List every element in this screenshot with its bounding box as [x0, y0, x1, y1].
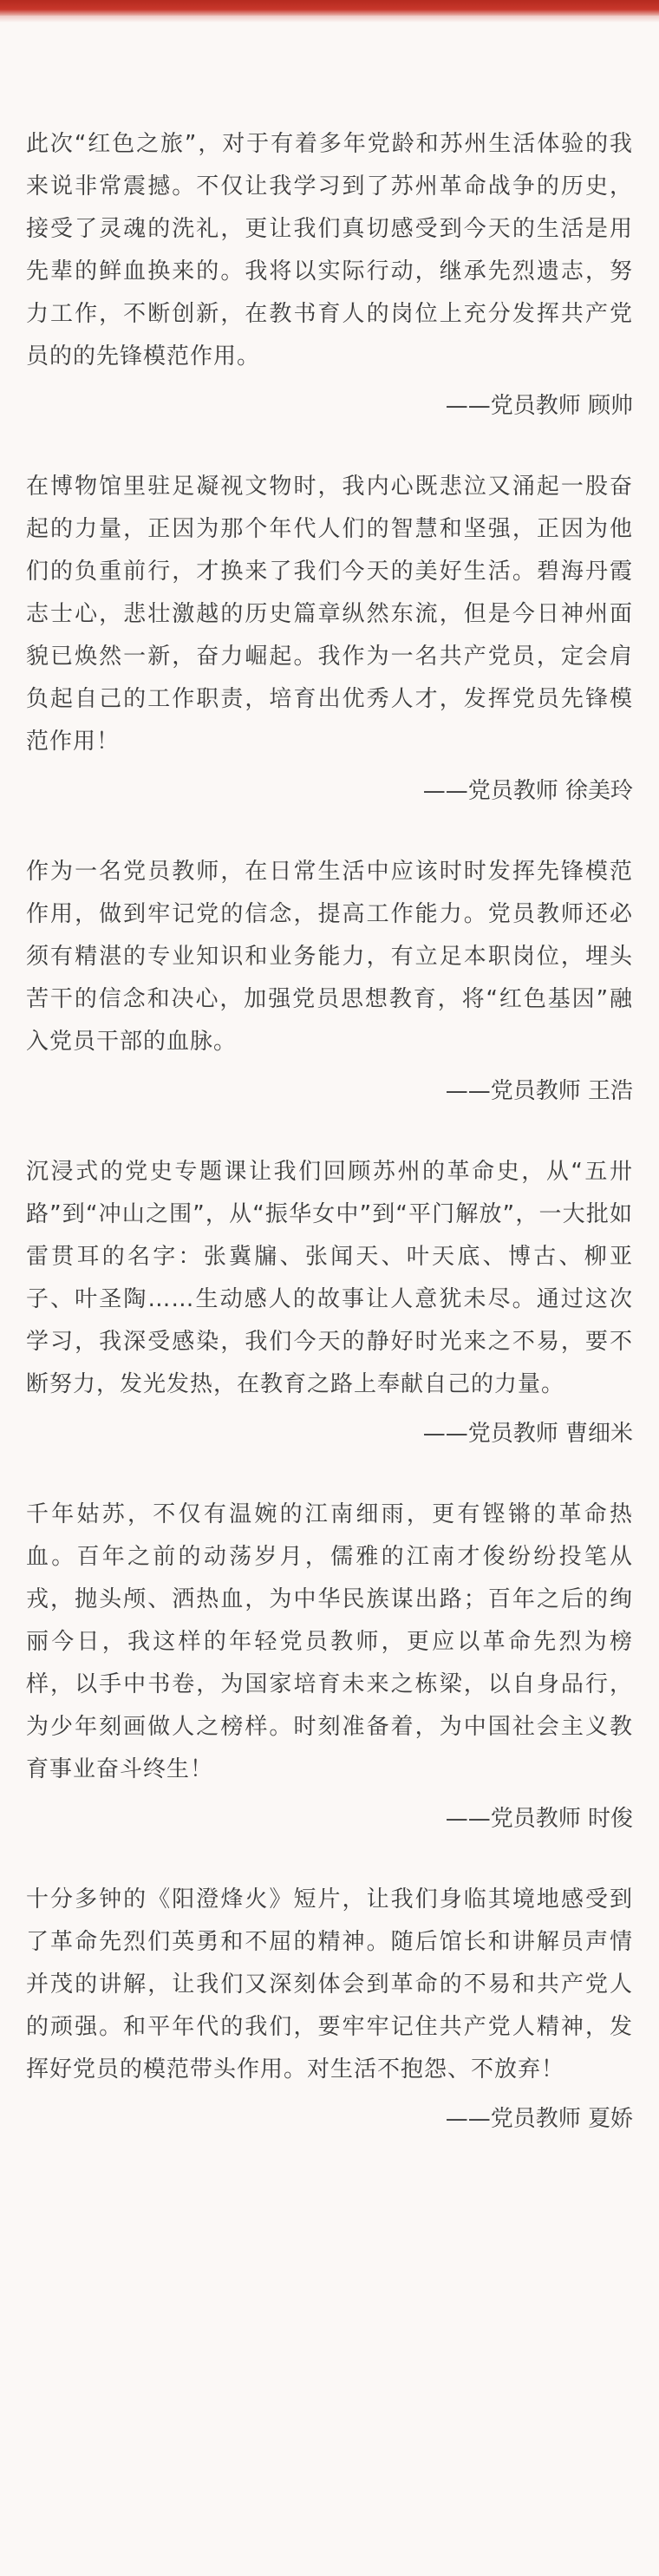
testimonial-text: 十分多钟的《阳澄烽火》短片，让我们身临其境地感受到了革命先烈们英勇和不屈的精神。随后馆长和讲解员声情并茂的讲解，让我们又深刻体会到革命的不易和共产党人的顽强。和平年代的我们，要牢牢记住共产党人精神，发挥好党员的模范带头作用。对生活不抱怨、不放弃！ — [26, 1886, 633, 2082]
testimonial-text: 此次“红色之旅”，对于有着多年党龄和苏州生活体验的我来说非常震撼。不仅让我学习到了苏州革命战争的历史，接受了灵魂的洗礼，更让我们真切感受到今天的生活是用先辈的鲜血换来的。我将以实际行动，继承先烈遗志，努力工作，不断创新，在教书育人的岗位上充分发挥共产党员的的先锋模范作用。 — [26, 131, 633, 369]
testimonial-signature: ——党员教师 时俊 — [445, 1806, 633, 1832]
testimonial-entry — [26, 466, 633, 808]
testimonial-entry — [26, 123, 633, 423]
testimonial-entry — [26, 1151, 633, 1451]
testimonial-entry — [26, 851, 633, 1108]
testimonial-entry — [26, 1879, 633, 2136]
testimonial-text: 在博物馆里驻足凝视文物时，我内心既悲泣又涌起一股奋起的力量，正因为那个年代人们的智慧和坚强，正因为他们的负重前行，才换来了我们今天的美好生活。碧海丹霞志士心，悲壮激越的历史篇章纵然东流，但是今日神州面貌已焕然一新，奋力崛起。我作为一名共产党员，定会肩负起自己的工作职责，培育出优秀人才，发挥党员先锋模范作用！ — [26, 474, 633, 755]
testimonial-text: 千年姑苏，不仅有温婉的江南细雨，更有铿锵的革命热血。百年之前的动荡岁月，儒雅的江南才俊纷纷投笔从戎，抛头颅、洒热血，为中华民族谋出路；百年之后的绚丽今日，我这样的年轻党员教师，更应以革命先烈为榜样，以手中书卷，为国家培育未来之栋梁，以自身品行，为少年刻画做人之榜样。时刻准备着，为中国社会主义教育事业奋斗终生！ — [26, 1501, 633, 1782]
testimonial-signature: ——党员教师 顾帅 — [445, 393, 633, 419]
testimonial-signature: ——党员教师 徐美玲 — [422, 778, 633, 804]
testimonial-text: 作为一名党员教师，在日常生活中应该时时发挥先锋模范作用，做到牢记党的信念，提高工作能力。党员教师还必须有精湛的专业知识和业务能力，有立足本职岗位，埋头苦干的信念和决心，加强党员思想教育，将“红色基因”融入党员干部的血脉。 — [26, 859, 633, 1055]
testimonial-entry — [26, 1494, 633, 1836]
testimonial-signature: ——党员教师 王浩 — [445, 1078, 633, 1104]
testimonial-signature: ——党员教师 夏娇 — [445, 2106, 633, 2132]
testimonial-signature: ——党员教师 曹细米 — [422, 1421, 633, 1447]
top-decorative-bar — [0, 0, 659, 16]
article-body — [26, 123, 633, 2179]
testimonial-text: 沉浸式的党史专题课让我们回顾苏州的革命史，从“五卅路”到“冲山之围”，从“振华女中”到“平门解放”，一大批如雷贯耳的名字：张冀牖、张闻天、叶天底、博古、柳亚子、叶圣陶……生动感人的故事让人意犹未尽。通过这次学习，我深受感染，我们今天的静好时光来之不易，要不断努力，发光发热，在教育之路上奉献自己的力量。 — [26, 1159, 633, 1397]
